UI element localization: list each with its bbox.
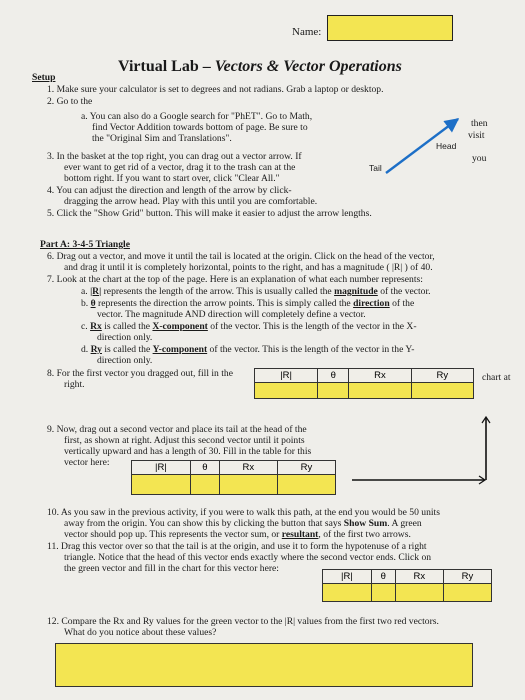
item-7: 7. Look at the chart at the top of the page. Here is an explanation of what each number represents: bbox=[47, 274, 423, 285]
chart-at-text: chart at bbox=[482, 372, 511, 383]
worksheet-title: Virtual Lab – Vectors & Vector Operations bbox=[118, 58, 402, 75]
item-10: 10. As you saw in the previous activity, if you were to walk this path, at the end you would be 50 units bbox=[47, 507, 440, 518]
head-label: Head bbox=[436, 141, 457, 151]
setup-item-5: 5. Click the "Show Grid" button. This will make it easier to adjust the arrow lengths. bbox=[47, 208, 372, 219]
setup-item-4: 4. You can adjust the direction and length of the arrow by click- bbox=[47, 185, 292, 196]
item-9-line2: first, as shown at right. Adjust this second vector until it points bbox=[64, 435, 305, 446]
visit-word: visit bbox=[468, 130, 485, 141]
tail-label: Tail bbox=[369, 163, 382, 173]
item-11-line2: triangle. Notice that the head of this vector ends exactly where the second vector ends. Click on bbox=[64, 552, 432, 563]
header-rx: Rx bbox=[219, 461, 277, 475]
item-7c: c. Rx is called the X-component of the vector. This is the length of the vector in the X- bbox=[81, 321, 417, 332]
input-rx[interactable] bbox=[219, 475, 277, 495]
setup-item-3-line2: ever want to get rid of a vector, drag it to the trash can at the bbox=[64, 162, 296, 173]
vector1-table bbox=[254, 368, 474, 399]
item-7d: d. Ry is called the Y-component of the vector. This is the length of the vector in the Y- bbox=[81, 344, 415, 355]
head-to-tail-diagram bbox=[340, 410, 500, 490]
part-a-heading: Part A: 3-4-5 Triangle bbox=[40, 239, 130, 250]
input-rx[interactable] bbox=[349, 383, 411, 399]
item-7a: a. |R| represents the length of the arrow. This is usually called the magnitude of the vector. bbox=[81, 286, 431, 297]
header-theta: θ bbox=[318, 369, 349, 383]
setup-item-4-line2: dragging the arrow head. Play with this until you are comfortable. bbox=[64, 196, 318, 207]
setup-item-1: 1. Make sure your calculator is set to degrees and not radians. Grab a laptop or desktop. bbox=[47, 84, 384, 95]
input-magnitude[interactable] bbox=[323, 584, 372, 602]
input-ry[interactable] bbox=[277, 475, 335, 495]
item-9: 9. Now, drag out a second vector and place its tail at the head of the bbox=[47, 424, 307, 435]
header-magnitude: |R| bbox=[255, 369, 318, 383]
header-magnitude: |R| bbox=[323, 570, 372, 584]
you-word: you bbox=[472, 153, 487, 164]
setup-item-3-line3: bottom right. If you want to start over, click "Clear All." bbox=[64, 173, 280, 184]
input-rx[interactable] bbox=[395, 584, 443, 602]
item-7d-line2: direction only. bbox=[97, 355, 153, 366]
item-6: 6. Drag out a vector, and move it until the tail is located at the origin. Click on the head of the vector, bbox=[47, 251, 435, 262]
setup-item-3: 3. In the basket at the top right, you can drag out a vector arrow. If bbox=[47, 151, 302, 162]
vector2-table bbox=[131, 460, 336, 495]
header-ry: Ry bbox=[411, 369, 473, 383]
input-magnitude[interactable] bbox=[132, 475, 191, 495]
item-7c-line2: direction only. bbox=[97, 332, 153, 343]
item-8: 8. For the first vector you dragged out, fill in the bbox=[47, 368, 233, 379]
item-7b-line2: vector. The magnitude AND direction will completely define a vector. bbox=[97, 309, 366, 320]
item-12: 12. Compare the Rx and Ry values for the green vector to the |R| values from the first two red vectors. bbox=[47, 616, 439, 627]
input-theta[interactable] bbox=[371, 584, 395, 602]
item-8-line2: right. bbox=[64, 379, 85, 390]
header-magnitude: |R| bbox=[132, 461, 191, 475]
item-6-line2: and drag it until it is completely horizontal, points to the right, and has a magnitude ( |R| ) of 40. bbox=[64, 262, 433, 273]
name-label: Name: bbox=[292, 26, 322, 38]
item-9-line4: vector here: bbox=[64, 457, 110, 468]
header-ry: Ry bbox=[443, 570, 491, 584]
header-theta: θ bbox=[371, 570, 395, 584]
header-rx: Rx bbox=[349, 369, 411, 383]
resultant-table bbox=[322, 569, 492, 602]
header-theta: θ bbox=[190, 461, 219, 475]
item-11-line3: the green vector and fill in the chart for this vector here: bbox=[64, 563, 279, 574]
item-10-line3: vector should pop up. This represents the vector sum, or resultant, of the first two arrows. bbox=[64, 529, 411, 540]
setup-item-2: 2. Go to the bbox=[47, 96, 93, 107]
item-7b: b. θ represents the direction the arrow points. This is simply called the direction of the bbox=[81, 298, 415, 309]
setup-item-2a-line2: find Vector Addition towards bottom of page. Be sure to bbox=[92, 122, 308, 133]
header-ry: Ry bbox=[277, 461, 335, 475]
input-theta[interactable] bbox=[190, 475, 219, 495]
input-theta[interactable] bbox=[318, 383, 349, 399]
header-rx: Rx bbox=[395, 570, 443, 584]
setup-item-2a-line3: the "Original Sim and Translations". bbox=[92, 133, 232, 144]
answer-box[interactable] bbox=[55, 643, 473, 687]
input-ry[interactable] bbox=[411, 383, 473, 399]
input-ry[interactable] bbox=[443, 584, 491, 602]
input-magnitude[interactable] bbox=[255, 383, 318, 399]
setup-item-2a: a. You can also do a Google search for "PhET". Go to Math, bbox=[81, 111, 313, 122]
name-field[interactable] bbox=[327, 15, 453, 41]
item-9-line3: vertically upward and has a length of 30. Fill in the table for this bbox=[64, 446, 312, 457]
then-word: then bbox=[471, 118, 488, 129]
item-10-line2: away from the origin. You can show this by clicking the button that says Show Sum. A green bbox=[64, 518, 422, 529]
item-11: 11. Drag this vector over so that the tail is at the origin, and use it to form the hypotenuse of a right bbox=[47, 541, 427, 552]
item-12-line2: What do you notice about these values? bbox=[64, 627, 217, 638]
setup-heading: Setup bbox=[32, 72, 56, 83]
